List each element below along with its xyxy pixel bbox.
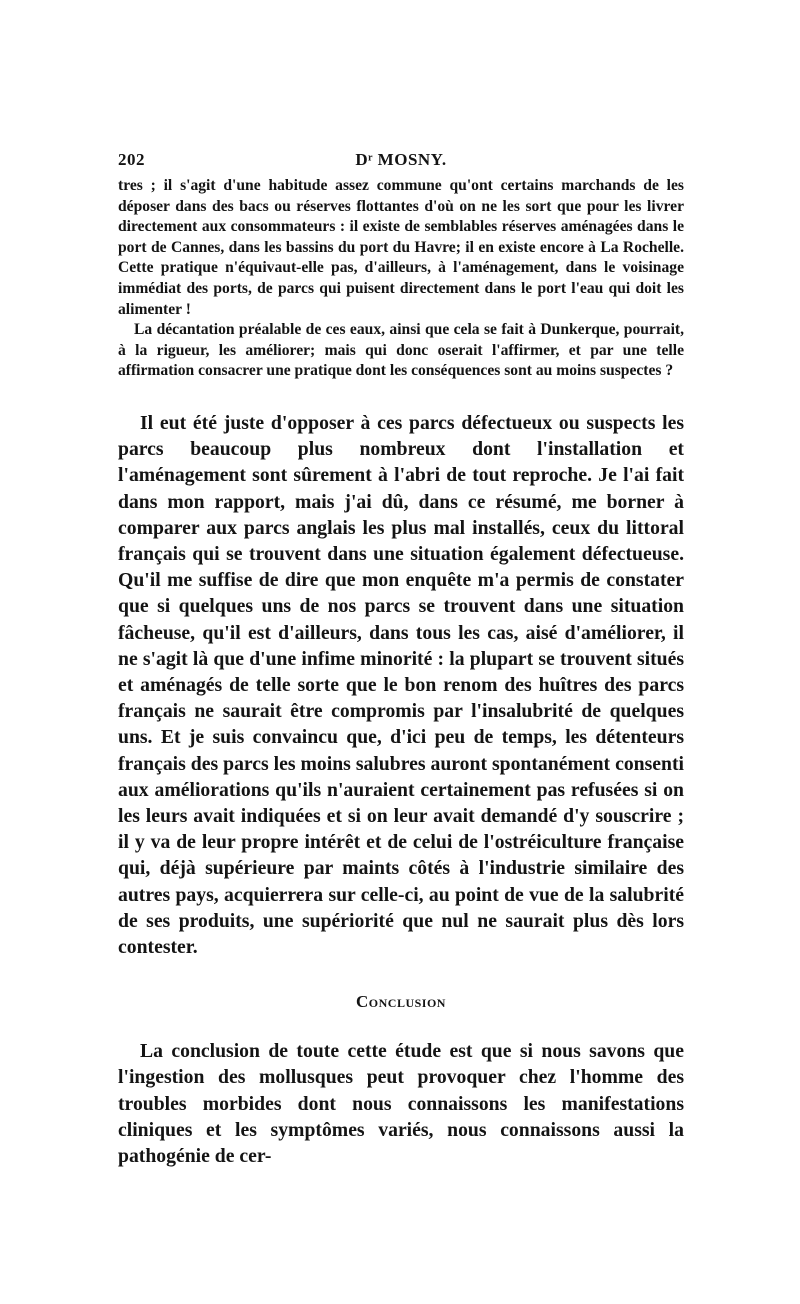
paragraph-gap bbox=[118, 382, 684, 410]
running-head bbox=[118, 150, 684, 176]
paragraph-continued: tres ; il s'agit d'une habitude assez commune qu'ont certains marchands de les déposer dans des bacs ou réserves flottantes d'où on ne les sort que pour les livrer directement aux consommateurs : il existe de semblables réserves aménagées dans le port de Cannes, dans les bassins du port du Havre; il en existe encore à La Rochelle. Cette pratique n'équivaut-elle pas, d'ailleurs, à l'aménagement, dans le voisinage immédiat des ports, de parcs qui puisent directement dans le port l'eau qui doit les alimenter ! bbox=[118, 177, 684, 318]
paragraph-decantation: La décantation préalable de ces eaux, ainsi que cela se fait à Dunkerque, pourrait, à la rigueur, les améliorer; mais qui donc oserait l'affirmer, et par une telle affirmation consacrer une pratique dont les conséquences sont au moins suspectes ? bbox=[118, 321, 684, 380]
paragraph-main: Il eut été juste d'opposer à ces parcs défectueux ou suspects les parcs beaucoup plus nombreux dont l'installation et l'aménagement sont sûrement à l'abri de tout reproche. Je l'ai fait dans mon rapport, mais j'ai dû, dans ce résumé, me borner à comparer aux parcs anglais les plus mal installés, ceux du littoral français qui se trouvent dans une situation également défectueuse. Qu'il me suffise de dire que mon enquête m'a permis de constater que si quelques uns de nos parcs se trouvent dans une situation fâcheuse, qu'il est d'ailleurs, dans tous les cas, aisé d'améliorer, il ne s'agit là que d'une infime minorité : la plupart se trouvent situés et aménagés de telle sorte que le bon renom des huîtres des parcs français ne saurait être compromis par l'insalubrité de quelques uns. Et je suis convaincu que, d'ici peu de temps, les détenteurs français des parcs les moins salubres auront spontanément consenti aux améliorations qu'ils n'auraient certainement pas refusées si on les leurs avait indiquées et si on leur avait demandé d'y souscrire ; il y va de leur propre intérêt et de celui de l'ostréiculture française qui, déjà supérieure par maints côtés à l'industrie similaire des autres pays, acquierrera sur celle-ci, au point de vue de la salubrité de ses produits, une supériorité que nul ne saurait plus dès lors contester. bbox=[118, 411, 684, 958]
author-heading: Dʳ MOSNY. bbox=[355, 150, 447, 169]
book-page bbox=[118, 150, 684, 1169]
paragraph-conclusion: La conclusion de toute cette étude est que si nous savons que l'ingestion des mollusques peut provoquer chez l'homme des troubles morbides dont nous connaissons les manifestations cliniques et les symptômes variés, nous connaissons aussi la pathogénie de cer- bbox=[118, 1040, 684, 1168]
page-number: 202 bbox=[118, 150, 145, 169]
section-heading-conclusion: Conclusion bbox=[356, 992, 446, 1012]
